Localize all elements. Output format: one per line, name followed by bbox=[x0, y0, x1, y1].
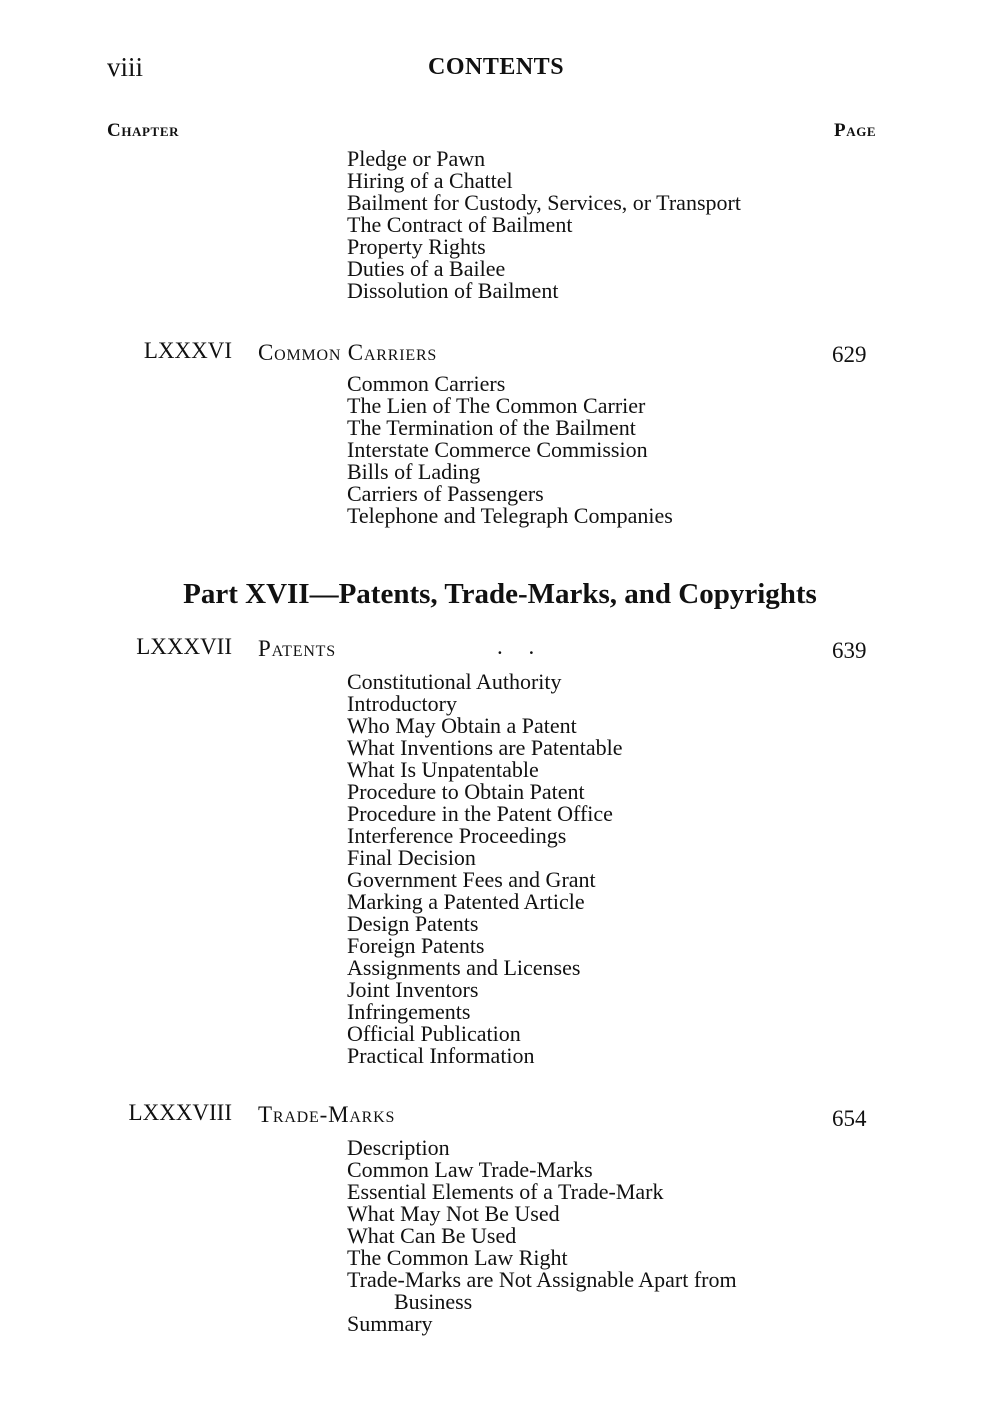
section-title-line: Trade-Marks are Not Assignable Apart from bbox=[347, 1267, 737, 1292]
chapter-title: Patents bbox=[258, 636, 336, 661]
chapter-title: Common Carriers bbox=[258, 340, 438, 365]
section-title: Official Publication bbox=[347, 1021, 521, 1046]
page-folio: viii bbox=[107, 52, 144, 82]
section-title: Procedure to Obtain Patent bbox=[347, 779, 585, 804]
section-title: Common Carriers bbox=[347, 371, 506, 396]
section-title: Procedure in the Patent Office bbox=[347, 801, 613, 826]
section-title: Joint Inventors bbox=[347, 977, 479, 1002]
section-title: What Inventions are Patentable bbox=[347, 735, 623, 760]
section-title: The Common Law Right bbox=[347, 1245, 568, 1270]
section-title: Bailment for Custody, Services, or Transport bbox=[347, 190, 741, 215]
chapter-number: LXXXVI bbox=[143, 338, 232, 363]
section-title: Dissolution of Bailment bbox=[347, 278, 559, 303]
section-title: Carriers of Passengers bbox=[347, 481, 544, 506]
section-title-continuation: Business bbox=[394, 1289, 473, 1314]
section-title: Summary bbox=[347, 1311, 433, 1336]
section-title: Marking a Patented Article bbox=[347, 889, 585, 914]
section-title: Assignments and Licenses bbox=[347, 955, 581, 980]
chapter-row-lxxxviii bbox=[0, 1100, 1000, 1130]
chapter-title: Trade-Marks bbox=[258, 1102, 396, 1127]
section-title: The Contract of Bailment bbox=[347, 212, 573, 237]
chapter-row-lxxxvii bbox=[0, 634, 1000, 664]
chapter-page-number: 629 bbox=[832, 342, 867, 367]
chapter-page-number: 654 bbox=[832, 1106, 867, 1131]
section-title: Hiring of a Chattel bbox=[347, 168, 513, 193]
chapter-number: LXXXVII bbox=[136, 634, 232, 659]
section-title: Property Rights bbox=[347, 234, 486, 259]
section-title: Duties of a Bailee bbox=[347, 256, 506, 281]
section-title: Interstate Commerce Commission bbox=[347, 437, 648, 462]
section-title: Design Patents bbox=[347, 911, 479, 936]
chapter-number: LXXXVIII bbox=[128, 1100, 232, 1125]
section-title: Infringements bbox=[347, 999, 471, 1024]
section-title: Constitutional Authority bbox=[347, 669, 562, 694]
part-heading: Part XVII—Patents, Trade-Marks, and Copyrights bbox=[183, 578, 817, 610]
section-title: Practical Information bbox=[347, 1043, 535, 1068]
section-title: What Can Be Used bbox=[347, 1223, 517, 1248]
chapter-row-lxxxvi bbox=[0, 338, 1000, 368]
section-title: Bills of Lading bbox=[347, 459, 481, 484]
section-title: Common Law Trade-Marks bbox=[347, 1157, 593, 1182]
section-title: Description bbox=[347, 1135, 450, 1160]
page-column-heading: Page bbox=[834, 120, 877, 141]
section-title: Telephone and Telegraph Companies bbox=[347, 503, 673, 528]
leader-dots: . . bbox=[497, 634, 545, 659]
chapter-column-heading: Chapter bbox=[107, 120, 180, 141]
section-title: Interference Proceedings bbox=[347, 823, 567, 848]
section-title: The Lien of The Common Carrier bbox=[347, 393, 646, 418]
section-title: Foreign Patents bbox=[347, 933, 485, 958]
section-title: Who May Obtain a Patent bbox=[347, 713, 577, 738]
section-title: What Is Unpatentable bbox=[347, 757, 539, 782]
chapter-page-number: 639 bbox=[832, 638, 867, 663]
section-title: Final Decision bbox=[347, 845, 476, 870]
section-title: What May Not Be Used bbox=[347, 1201, 560, 1226]
section-title: Government Fees and Grant bbox=[347, 867, 596, 892]
section-title: Pledge or Pawn bbox=[347, 146, 486, 171]
running-title: CONTENTS bbox=[428, 54, 565, 80]
section-title: Introductory bbox=[347, 691, 457, 716]
section-title: The Termination of the Bailment bbox=[347, 415, 636, 440]
section-title bbox=[347, 1269, 737, 1313]
section-title: Essential Elements of a Trade-Mark bbox=[347, 1179, 664, 1204]
